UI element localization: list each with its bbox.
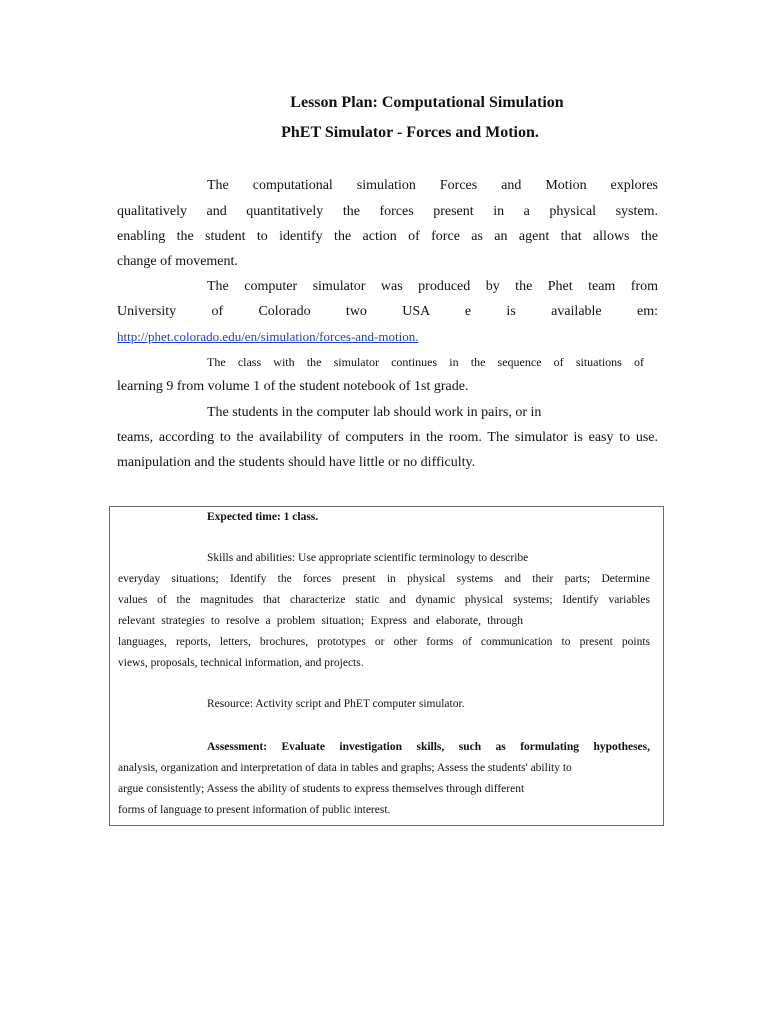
paragraph-line: The computational simulation Forces and Motion explores [207,178,658,193]
paragraph-line: The class with the simulator continues in the sequence of situations of [207,355,644,369]
paragraph-line: enabling the student to identify the action of force as an agent that allows the [117,229,658,244]
expected-time: Expected time: 1 class. [207,511,319,523]
paragraph-line: University of Colorado two USA e is available em: [117,304,658,319]
paragraph-line: The students in the computer lab should work in pairs, or in [207,405,542,420]
assessment-line: argue consistently; Assess the ability of students to express themselves through different [118,783,525,795]
skills-line: Skills and abilities: Use appropriate scientific terminology to describe [207,552,529,564]
assessment-line: forms of language to present information of public interest. [118,804,391,816]
page-title: Lesson Plan: Computational Simulation [290,94,564,111]
paragraph-line: qualitatively and quantitatively the forces present in a physical system. [117,204,658,219]
skills-line: views, proposals, technical information, and projects. [118,657,364,669]
skills-line: relevant strategies to resolve a problem situation; Express and elaborate, through [118,615,523,627]
assessment-line: analysis, organization and interpretation of data in tables and graphs; Assess the students' ability to [118,762,572,774]
paragraph-line: The computer simulator was produced by the Phet team from [207,279,658,294]
assessment-line: Assessment: Evaluate investigation skills, such as formulating hypotheses, [207,741,650,753]
paragraph-line: manipulation and the students should have little or no difficulty. [117,455,476,470]
paragraph-line: teams, according to the availability of computers in the room. The simulator is easy to use. [117,430,658,445]
paragraph-line: learning 9 from volume 1 of the student notebook of 1st grade. [117,379,469,394]
skills-line: everyday situations; Identify the forces present in physical systems and their parts; Determine [118,573,650,585]
skills-line: values of the magnitudes that characterize static and dynamic physical systems; Identify variables [118,594,650,606]
paragraph-line: change of movement. [117,254,238,269]
lesson-details-box [109,506,664,826]
skills-line: languages, reports, letters, brochures, prototypes or other forms of communication to present points [118,636,650,648]
simulation-link[interactable]: http://phet.colorado.edu/en/simulation/forces-and-motion. [117,329,419,344]
page-subtitle: PhET Simulator - Forces and Motion. [281,124,539,141]
resource-text: Resource: Activity script and PhET computer simulator. [207,698,465,710]
